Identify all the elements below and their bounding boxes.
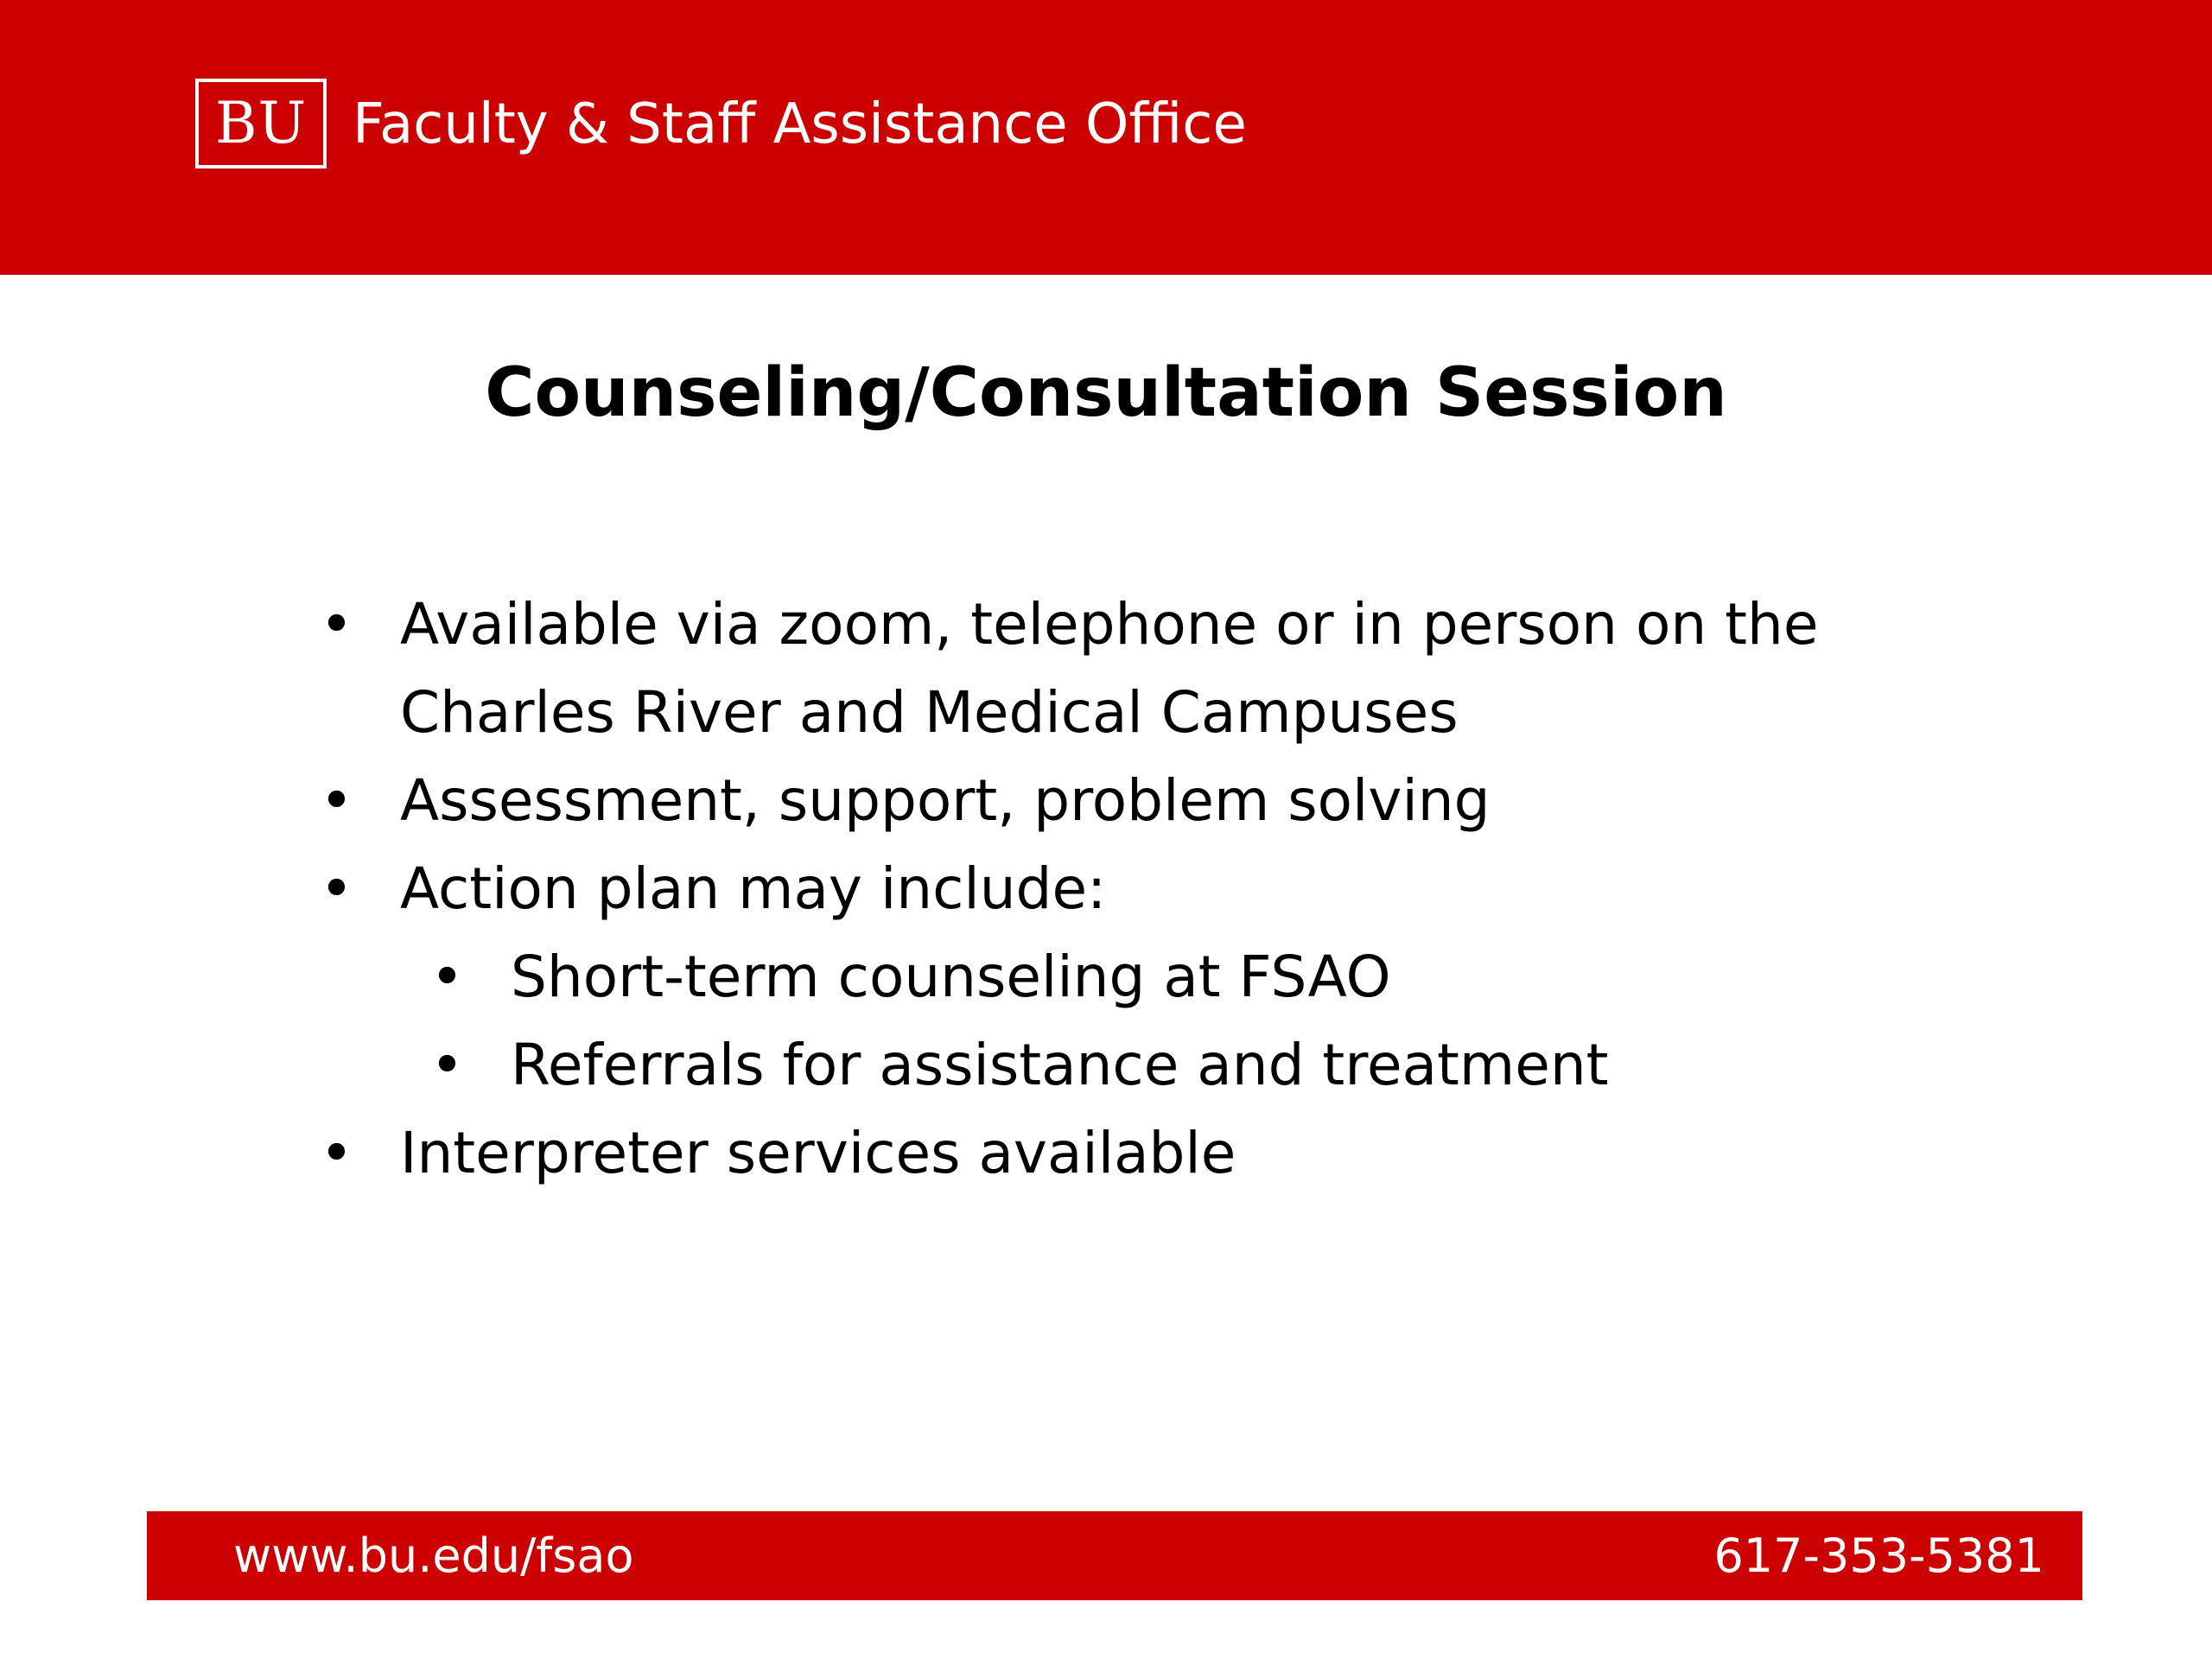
bullet-dot-icon: •: [320, 1120, 353, 1186]
bullet-text-line: Referrals for assistance and treatment: [511, 1032, 1609, 1098]
header-band: [0, 0, 2212, 275]
bullet-text-line: Assessment, support, problem solving: [400, 767, 1491, 834]
bullet-text-line: Interpreter services available: [400, 1120, 1236, 1186]
office-name: Faculty & Staff Assistance Office: [353, 92, 1247, 156]
bullet-item: [311, 1109, 1953, 1198]
bullet-item: [311, 757, 1953, 845]
bullet-dot-icon: •: [320, 591, 353, 658]
bullet-item: [311, 845, 1953, 933]
slide-title: Counseling/Consultation Session: [485, 354, 1727, 432]
bullet-list: [311, 581, 1953, 1198]
bullet-text-line: Available via zoom, telephone or in person on the: [400, 591, 1819, 658]
sub-bullet-item: [422, 1021, 1953, 1109]
bullet-item: [311, 581, 1953, 757]
bullet-text-line: Charles River and Medical Campuses: [400, 679, 1459, 746]
bullet-dot-icon: •: [430, 944, 464, 1010]
bullet-dot-icon: •: [320, 767, 353, 834]
sub-bullet-item: [422, 933, 1953, 1021]
footer-phone-number: 617-353-5381: [1713, 1529, 2044, 1583]
footer-band: [147, 1511, 2082, 1600]
bullet-dot-icon: •: [320, 855, 353, 922]
bullet-dot-icon: •: [430, 1032, 464, 1098]
bullet-text-line: Short-term counseling at FSAO: [511, 944, 1391, 1010]
bu-logo: BU: [195, 79, 327, 168]
footer-url-link[interactable]: www.bu.edu/fsao: [233, 1529, 634, 1583]
bullet-text-line: Action plan may include:: [400, 855, 1107, 922]
